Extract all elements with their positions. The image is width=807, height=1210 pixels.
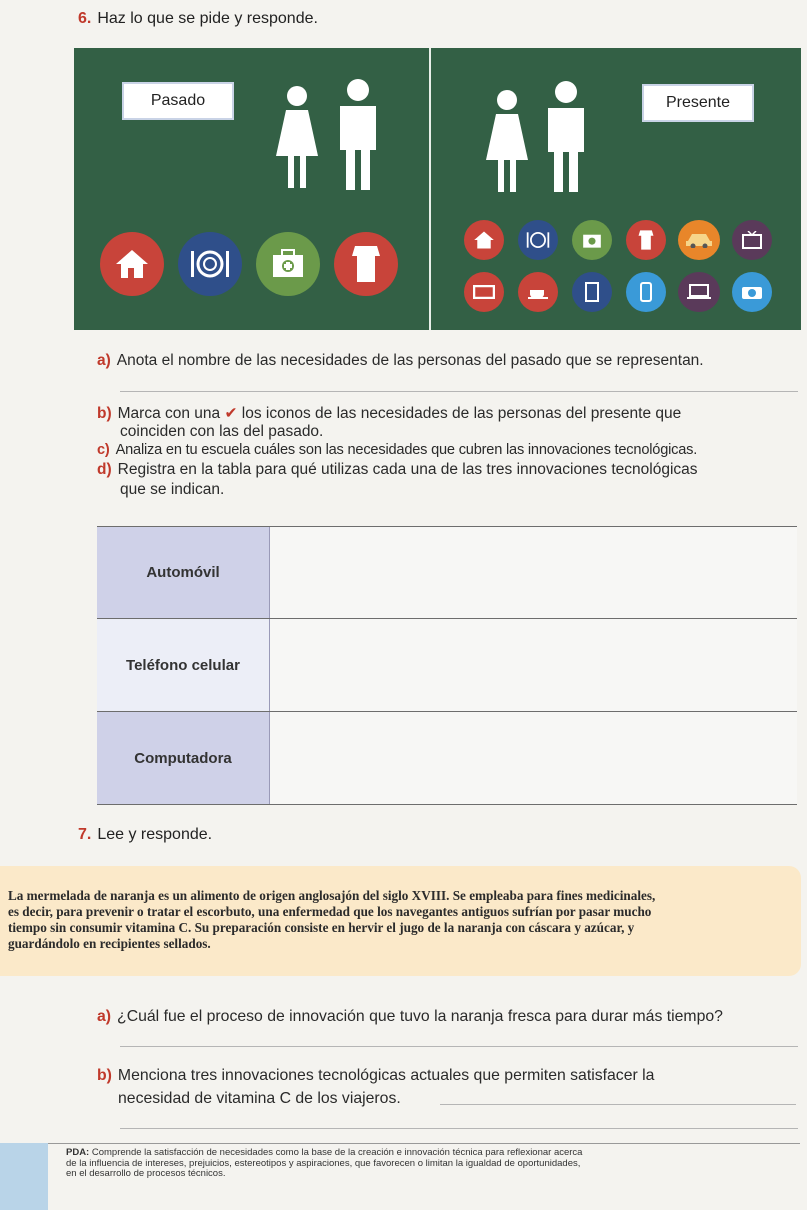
answer-line-7b-inline[interactable]: [440, 1104, 796, 1105]
woman-figure-icon: [274, 84, 320, 188]
plate-icon: [178, 232, 242, 296]
pda-line: [66, 1148, 756, 1159]
question-text: ¿Cuál fue el proceso de innovación que tuvo la naranja fresca para durar más tiempo?: [117, 1008, 723, 1025]
clothing-icon: [626, 220, 666, 260]
row-header-automovil: Automóvil: [97, 527, 270, 618]
mobile-phone-icon: [626, 272, 666, 312]
pda-note: [66, 1148, 756, 1180]
exercise-number: 6.: [78, 10, 92, 27]
clothing-icon: [334, 232, 398, 296]
plate-icon: [518, 220, 558, 260]
question-6d-continued: que se indican.: [120, 481, 225, 498]
reading-line: guardándolo en recipientes sellados.: [8, 936, 211, 951]
question-6c: [97, 441, 697, 459]
laptop-icon: [678, 272, 720, 312]
table-row: [97, 712, 797, 805]
radio-icon: [464, 272, 504, 312]
question-6d: [97, 461, 698, 479]
exercise-title-text: Lee y responde.: [97, 826, 213, 843]
question-letter: a): [97, 1008, 112, 1025]
question-text: Registra en la tabla para qué utilizas cada una de las tres innovaciones tecnológicas: [117, 461, 698, 478]
reading-line: tiempo sin consumir vitamina C. Su preparación consiste en hervir el jugo de la naranja con cáscara y azúcar, y: [8, 920, 635, 935]
table-row: [97, 619, 797, 712]
question-6b: [97, 405, 681, 423]
table-row: [97, 526, 797, 619]
present-label: Presente: [642, 84, 754, 122]
question-6a: [97, 352, 704, 370]
exercise-title-text: Haz lo que se pide y responde.: [97, 10, 318, 27]
man-figure-icon: [542, 80, 590, 192]
question-letter: c): [97, 442, 110, 458]
question-text: Menciona tres innovaciones tecnológicas actuales que permiten satisfacer la: [117, 1067, 655, 1084]
question-letter: b): [97, 405, 112, 422]
pda-label: PDA:: [66, 1147, 90, 1158]
reading-line: La mermelada de naranja es un alimento de origen anglosajón del siglo XVIII. Se empleaba para fines medicinales,: [8, 888, 656, 903]
question-letter: a): [97, 352, 111, 369]
pda-text: Comprende la satisfacción de necesidades como la base de la creación e innovación técnica para reflexionar acerca: [91, 1147, 583, 1158]
medical-kit-icon: [572, 220, 612, 260]
medical-kit-icon: [256, 232, 320, 296]
row-header-computadora: Computadora: [97, 712, 270, 804]
question-text: los iconos de las necesidades de las personas del presente que: [241, 405, 682, 422]
answer-cell-telefono[interactable]: [270, 619, 797, 711]
question-text: Analiza en tu escuela cuáles son las necesidades que cubren las innovaciones tecnológicas.: [115, 442, 698, 458]
illustration-divider: [429, 48, 431, 330]
exercise-number: 7.: [78, 826, 92, 843]
answer-cell-automovil[interactable]: [270, 527, 797, 618]
answer-line-7b[interactable]: [120, 1128, 798, 1129]
exercise-6-title: [78, 10, 318, 28]
question-7b-continued: necesidad de vitamina C de los viajeros.: [118, 1090, 401, 1107]
television-icon: [732, 220, 772, 260]
innovations-table: [97, 526, 797, 805]
reading-passage: [0, 866, 801, 976]
car-icon: [678, 220, 720, 260]
camera-icon: [732, 272, 772, 312]
footer-divider: [0, 1143, 800, 1144]
man-figure-icon: [334, 78, 382, 190]
coffee-icon: [518, 272, 558, 312]
question-letter: d): [97, 461, 112, 478]
row-header-telefono: Teléfono celular: [97, 619, 270, 711]
question-text: Marca con una: [117, 405, 221, 422]
needs-illustration: [74, 48, 801, 330]
house-icon: [464, 220, 504, 260]
tablet-icon: [572, 272, 612, 312]
answer-line-7a[interactable]: [120, 1046, 798, 1047]
past-label: Pasado: [122, 82, 234, 120]
reading-line: es decir, para prevenir o tratar el escorbuto, una enfermedad que los navegantes antiguos sufrían por pasar mucho: [8, 904, 652, 919]
answer-line-6a[interactable]: [120, 391, 798, 392]
question-7b: [97, 1067, 654, 1085]
pda-line: en el desarrollo de procesos técnicos.: [66, 1168, 226, 1179]
question-letter: b): [97, 1067, 112, 1084]
question-7a: [97, 1008, 723, 1026]
question-6b-continued: coinciden con las del pasado.: [120, 423, 324, 440]
question-text: Anota el nombre de las necesidades de las personas del pasado que se representan.: [116, 352, 704, 369]
footer-color-tab: [0, 1143, 48, 1210]
woman-figure-icon: [484, 88, 530, 192]
pda-line: de la influencia de intereses, prejuicios, estereotipos y aspiraciones, que favorecen o limitan la igualdad de oportunidades,: [66, 1157, 581, 1169]
exercise-7-title: [78, 826, 212, 844]
house-icon: [100, 232, 164, 296]
answer-cell-computadora[interactable]: [270, 712, 797, 804]
check-mark-icon: ✔: [224, 405, 238, 422]
